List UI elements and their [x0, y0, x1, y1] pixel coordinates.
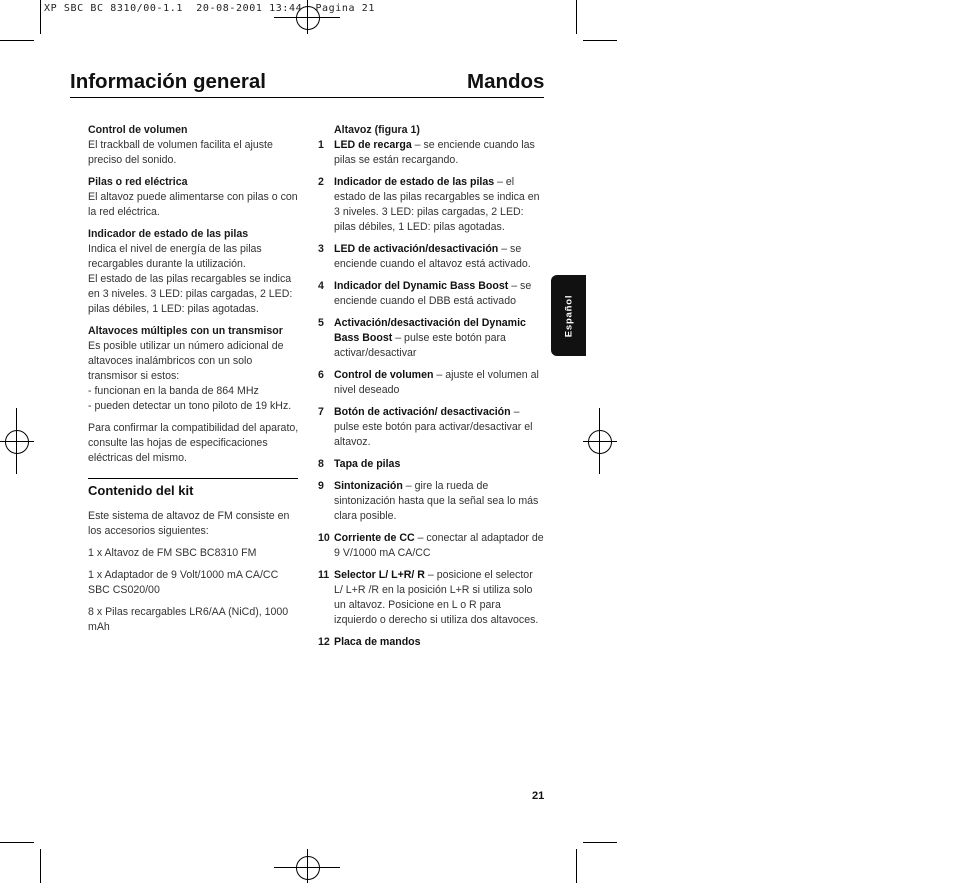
control-desc: – se enciende cuando el DBB está activado	[334, 280, 532, 307]
crop-mark	[583, 842, 617, 843]
feature-title: Altavoces múltiples con un transmisor	[88, 325, 283, 337]
control-item	[318, 457, 544, 472]
feature-item	[88, 123, 302, 168]
crop-mark	[0, 842, 34, 843]
feature-item	[88, 175, 302, 220]
crop-mark	[576, 849, 577, 883]
control-item	[318, 405, 544, 450]
registration-mark-right-v	[599, 408, 600, 474]
feature-title: Control de volumen	[88, 124, 188, 136]
control-name: LED de activación/desactivación	[334, 243, 499, 255]
control-number: 3	[318, 243, 324, 255]
control-name: Botón de activación/ desactivación	[334, 406, 511, 418]
control-desc: – conectar al adaptador de 9 V/1000 mA CA/CC	[334, 532, 544, 559]
control-desc: – gire la rueda de sintonización hasta que la señal sea lo más clara posible.	[334, 480, 539, 522]
control-number: 1	[318, 139, 324, 151]
control-number: 12	[318, 636, 330, 648]
language-tab	[551, 275, 586, 356]
control-name: Selector L/ L+R/ R	[334, 569, 425, 581]
kit-paragraph: 8 x Pilas recargables LR6/AA (NiCd), 1000 mAh	[88, 606, 289, 633]
feature-body: Indica el nivel de energía de las pilas recargables durante la utilización. El estado de las pilas recargables se indica en 3 niveles. 3 LED: pilas cargadas, 2 LED: pilas débiles, 1 LED: pilas agotadas.	[88, 243, 293, 315]
left-column	[88, 123, 302, 642]
registration-mark-right-h	[583, 441, 617, 442]
control-desc: – se enciende cuando el altavoz está activado.	[334, 243, 531, 270]
control-item	[318, 175, 544, 235]
control-name: Tapa de pilas	[334, 458, 401, 470]
control-number: 7	[318, 406, 324, 418]
kit-paragraph: Este sistema de altavoz de FM consiste en los accesorios siguientes:	[88, 510, 290, 537]
feature-body: Es posible utilizar un número adicional de altavoces inalámbricos con un solo transmisor si estos: - funcionan en la banda de 864 MHz - pueden detectar un tono piloto de 19 kHz.	[88, 340, 292, 412]
control-desc: – se enciende cuando las pilas se están recargando.	[334, 139, 535, 166]
control-name: Indicador de estado de las pilas	[334, 176, 495, 188]
control-desc: – el estado de las pilas recargables se indica en 3 niveles. 3 LED: pilas cargadas, 2 LED: pilas débiles, 1 LED: pilas agotadas.	[334, 176, 540, 233]
control-item	[318, 479, 544, 524]
control-desc: – posicione el selector L/ L+R /R en la posición L+R si utiliza solo un altavoz. Posicione en L o R para izquierdo o derecho si utiliza dos altavoces.	[334, 569, 539, 626]
feature-title: Pilas o red eléctrica	[88, 176, 188, 188]
kit-paragraph: 1 x Altavoz de FM SBC BC8310 FM	[88, 547, 257, 559]
crop-mark	[583, 40, 617, 41]
control-name: Control de volumen	[334, 369, 434, 381]
control-item	[318, 368, 544, 398]
control-desc: – pulse este botón para activar/desactivar	[334, 332, 506, 359]
control-name: Indicador del Dynamic Bass Boost	[334, 280, 509, 292]
feature-title: Indicador de estado de las pilas	[88, 228, 249, 240]
compat-note: Para confirmar la compatibilidad del aparato, consulte las hojas de especificaciones eléctricas del mismo.	[88, 422, 299, 464]
control-item	[318, 316, 544, 361]
control-number: 6	[318, 369, 324, 381]
control-item	[318, 568, 544, 628]
kit-paragraph: 1 x Adaptador de 9 Volt/1000 mA CA/CC SBC CS020/00	[88, 569, 279, 596]
control-number: 4	[318, 280, 324, 292]
control-number: 11	[318, 569, 330, 581]
control-item	[318, 242, 544, 272]
registration-mark-left-h	[0, 441, 34, 442]
control-number: 5	[318, 317, 324, 329]
kit-title: Contenido del kit	[88, 483, 194, 498]
control-name: LED de recarga	[334, 139, 412, 151]
registration-mark-right	[588, 430, 612, 454]
control-number: 10	[318, 532, 330, 544]
control-number: 8	[318, 458, 324, 470]
section-rule	[88, 478, 298, 479]
crop-mark	[576, 0, 577, 34]
right-heading: Mandos	[467, 70, 545, 93]
crop-mark	[40, 849, 41, 883]
feature-item	[88, 324, 302, 414]
control-item	[318, 138, 544, 168]
control-number: 9	[318, 480, 324, 492]
control-item	[318, 531, 544, 561]
control-number: 2	[318, 176, 324, 188]
crop-mark	[0, 40, 34, 41]
figure-caption: Altavoz (figura 1)	[334, 124, 420, 136]
left-heading: Información general	[70, 70, 266, 93]
control-item	[318, 635, 544, 650]
crop-mark	[40, 0, 41, 34]
feature-body: El trackball de volumen facilita el ajuste preciso del sonido.	[88, 139, 273, 166]
registration-mark-left-v	[16, 408, 17, 474]
control-desc: – pulse este botón para activar/desactivar el altavoz.	[334, 406, 533, 448]
page-number: 21	[532, 790, 545, 802]
control-name: Activación/desactivación del Dynamic Bass Boost	[334, 317, 526, 344]
registration-mark-bottom-v	[307, 849, 308, 883]
language-tab-label: Español	[563, 294, 574, 337]
heading-rule	[70, 97, 544, 98]
right-column	[318, 123, 544, 657]
control-name: Placa de mandos	[334, 636, 421, 648]
registration-mark-bottom	[296, 856, 320, 880]
control-item	[318, 279, 544, 309]
control-name: Corriente de CC	[334, 532, 415, 544]
feature-item	[88, 227, 302, 317]
print-header: XP SBC BC 8310/00-1.1 20-08-2001 13:44 Pagina 21	[44, 3, 376, 14]
feature-body: El altavoz puede alimentarse con pilas o con la red eléctrica.	[88, 191, 298, 218]
control-desc: – ajuste el volumen al nivel deseado	[334, 369, 539, 396]
registration-mark-left	[5, 430, 29, 454]
control-name: Sintonización	[334, 480, 403, 492]
